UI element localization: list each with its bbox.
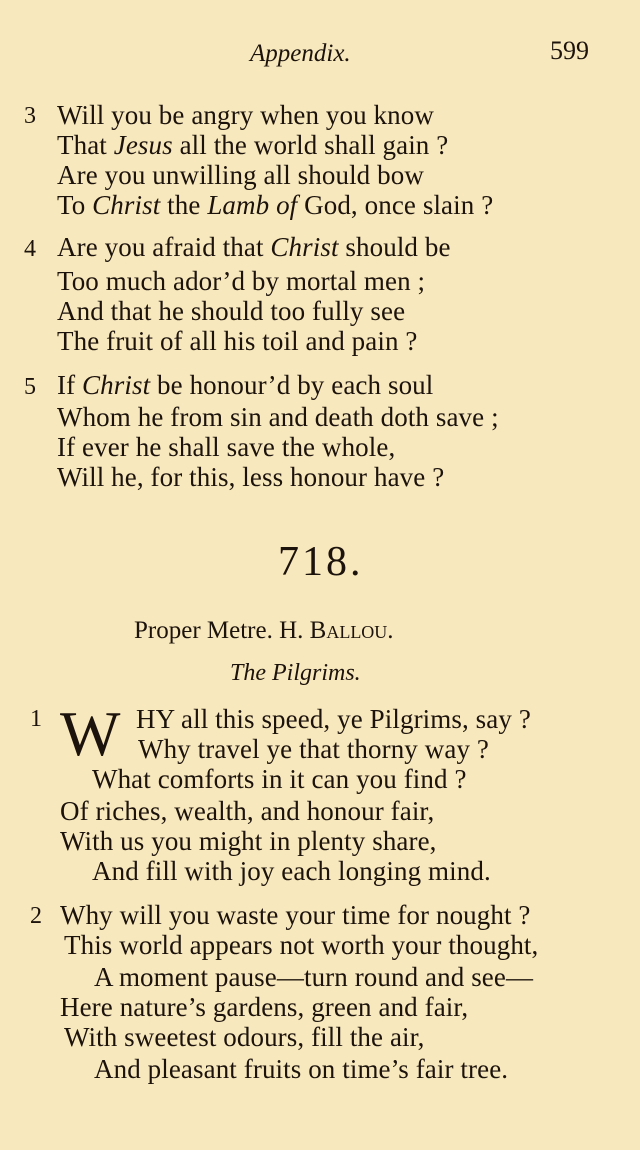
verse-line: And fill with joy each longing mind. bbox=[92, 856, 491, 886]
verse-line: HY all this speed, ye Pilgrims, say ? bbox=[136, 704, 531, 734]
drop-cap: W bbox=[60, 698, 121, 769]
hymn-author: H. Ballou. bbox=[279, 617, 394, 644]
verse-segment: God, once slain ? bbox=[297, 190, 494, 220]
verse-line bbox=[57, 370, 433, 401]
verse-line: Why travel ye that thorny way ? bbox=[138, 734, 489, 764]
verse-segment: Are you afraid that bbox=[57, 232, 271, 262]
stanza-number: 2 bbox=[30, 903, 42, 929]
verse-segment: Christ bbox=[82, 370, 151, 400]
verse-line bbox=[57, 160, 424, 191]
verse-segment: If bbox=[57, 370, 83, 400]
verse-line: With sweetest odours, fill the air, bbox=[64, 1022, 425, 1052]
hymn-number: 718. bbox=[278, 539, 364, 585]
verse-segment: If ever he shall save the whole, bbox=[57, 432, 396, 462]
verse-line: Of riches, wealth, and honour fair, bbox=[60, 796, 435, 826]
verse-line: This world appears not worth your thought, bbox=[64, 930, 539, 960]
page-number: 599 bbox=[550, 36, 589, 65]
verse-line bbox=[57, 232, 451, 263]
verse-line: A moment pause—turn round and see— bbox=[94, 962, 534, 992]
verse-line bbox=[57, 190, 493, 221]
verse-line: What comforts in it can you find ? bbox=[92, 764, 467, 794]
verse-line bbox=[57, 462, 444, 493]
verse-segment: be honour’d by each soul bbox=[150, 370, 434, 400]
verse-segment: Too much ador’d by mortal men ; bbox=[57, 266, 426, 296]
stanza-number: 1 bbox=[30, 706, 42, 732]
verse-segment: Jesus bbox=[113, 130, 173, 160]
verse-segment: Will he, for this, less honour have ? bbox=[57, 462, 445, 492]
verse-line bbox=[57, 326, 418, 357]
hymn-title: The Pilgrims. bbox=[230, 660, 361, 686]
verse-line bbox=[57, 130, 448, 161]
verse-segment: Are you unwilling all should bow bbox=[57, 160, 424, 190]
hymn-meter: Proper Metre. bbox=[134, 617, 273, 644]
verse-line bbox=[57, 402, 499, 433]
verse-segment: That bbox=[57, 130, 114, 160]
stanza-number: 5 bbox=[24, 374, 36, 400]
verse-segment: the bbox=[160, 190, 208, 220]
verse-line: Here nature’s gardens, green and fair, bbox=[60, 992, 469, 1022]
verse-line bbox=[57, 296, 405, 327]
stanza-number: 4 bbox=[24, 236, 36, 262]
verse-line: And pleasant fruits on time’s fair tree. bbox=[94, 1054, 509, 1084]
verse-segment: To bbox=[57, 190, 93, 220]
verse-segment: Whom he from sin and death doth save ; bbox=[57, 402, 499, 432]
verse-segment: Lamb of bbox=[207, 190, 298, 220]
verse-segment: Will you be angry when you know bbox=[57, 100, 434, 130]
verse-segment: should be bbox=[338, 232, 451, 262]
verse-line: With us you might in plenty share, bbox=[60, 826, 437, 856]
stanza-number: 3 bbox=[24, 103, 36, 129]
verse-line: Why will you waste your time for nought ? bbox=[60, 900, 531, 930]
verse-segment: The fruit of all his toil and pain ? bbox=[57, 326, 418, 356]
verse-segment: And that he should too fully see bbox=[57, 296, 406, 326]
verse-segment: Christ bbox=[270, 232, 339, 262]
verse-line bbox=[57, 266, 425, 297]
verse-segment: all the world shall gain ? bbox=[172, 130, 449, 160]
verse-line bbox=[57, 100, 434, 131]
hymn-meter-line bbox=[134, 617, 394, 645]
running-header: Appendix. bbox=[250, 40, 351, 67]
verse-line bbox=[57, 432, 395, 463]
verse-segment: Christ bbox=[92, 190, 161, 220]
